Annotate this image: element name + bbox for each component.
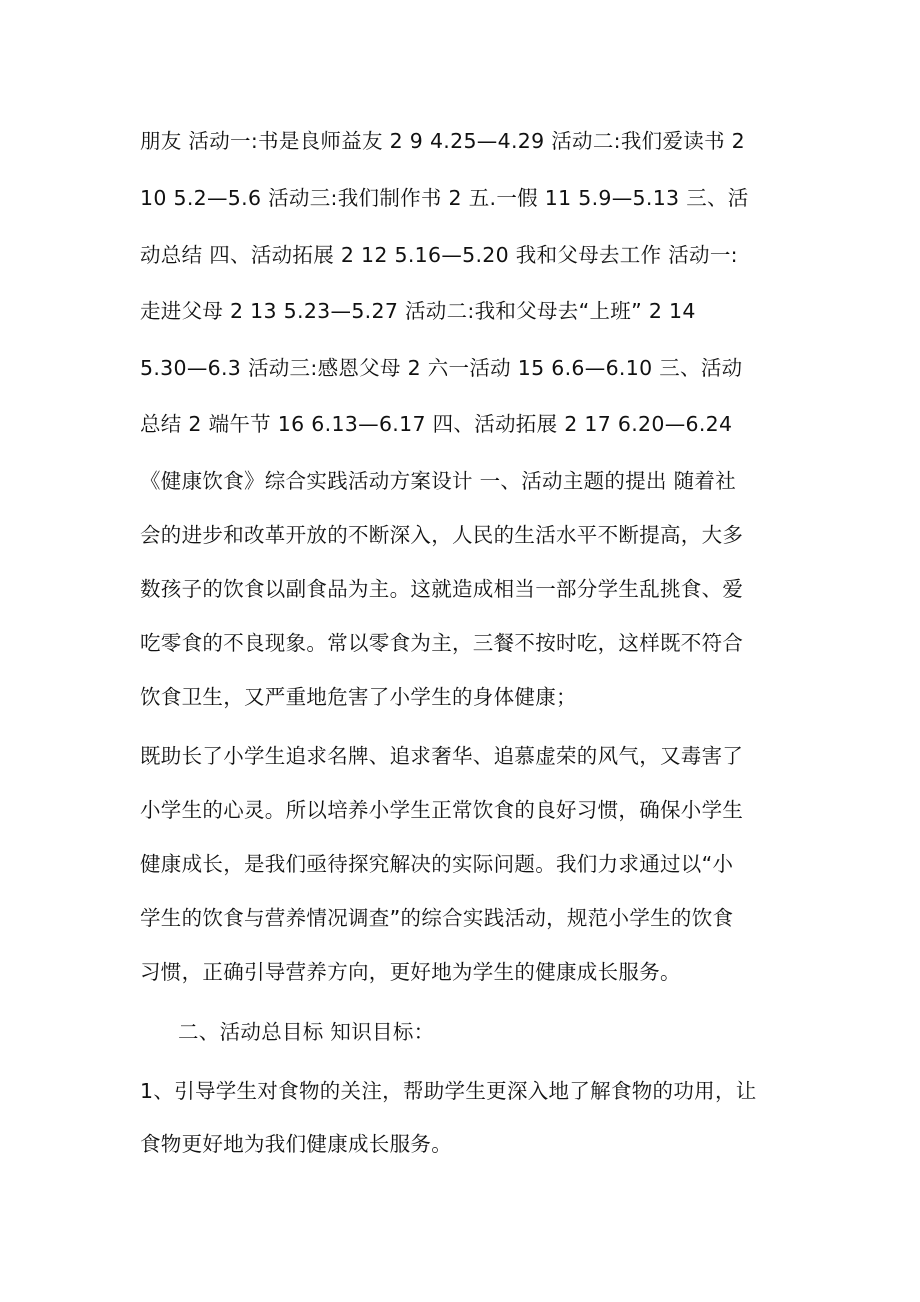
text-line: 《健康饮食》综合实践活动方案设计 一、活动主题的提出 随着社	[140, 469, 737, 493]
text-line: 既助长了小学生追求名牌、追求奢华、追慕虚荣的风气，又毒害了	[140, 744, 744, 768]
text-line: 会的进步和改革开放的不断深入，人民的生活水平不断提高，大多	[140, 523, 744, 547]
text-line: 朋友 活动一:书是良师益友 2 9 4.25—4.29 活动二:我们爱读书 2	[140, 129, 746, 153]
text-line: 习惯，正确引导营养方向，更好地为学生的健康成长服务。	[140, 960, 681, 984]
section-heading: 二、活动总目标 知识目标：	[178, 1020, 435, 1044]
text-line: 数孩子的饮食以副食品为主。这就造成相当一部分学生乱挑食、爱	[140, 577, 744, 601]
text-line: 食物更好地为我们健康成长服务。	[140, 1132, 452, 1156]
text-line: 小学生的心灵。所以培养小学生正常饮食的良好习惯，确保小学生	[140, 798, 744, 822]
text-line: 学生的饮食与营养情况调查”的综合实践活动，规范小学生的饮食	[140, 906, 734, 930]
text-line: 5.30—6.3 活动三:感恩父母 2 六一活动 15 6.6—6.10 三、活动	[140, 356, 743, 380]
text-line: 饮食卫生，又严重地危害了小学生的身体健康；	[140, 685, 577, 709]
text-line: 总结 2 端午节 16 6.13—6.17 四、活动拓展 2 17 6.20—6.24	[140, 412, 733, 436]
text-line: 健康成长，是我们亟待探究解决的实际问题。我们力求通过以“小	[140, 852, 734, 876]
text-line: 动总结 四、活动拓展 2 12 5.16—5.20 我和父母去工作 活动一:	[140, 243, 738, 267]
text-line: 吃零食的不良现象。常以零食为主，三餐不按时吃，这样既不符合	[140, 631, 744, 655]
text-line: 走进父母 2 13 5.23—5.27 活动二:我和父母去“上班” 2 14	[140, 299, 696, 323]
text-line: 10 5.2—5.6 活动三:我们制作书 2 五.一假 11 5.9—5.13 三、活	[140, 186, 749, 210]
text-line: 1、引导学生对食物的关注，帮助学生更深入地了解食物的功用，让	[140, 1079, 757, 1103]
